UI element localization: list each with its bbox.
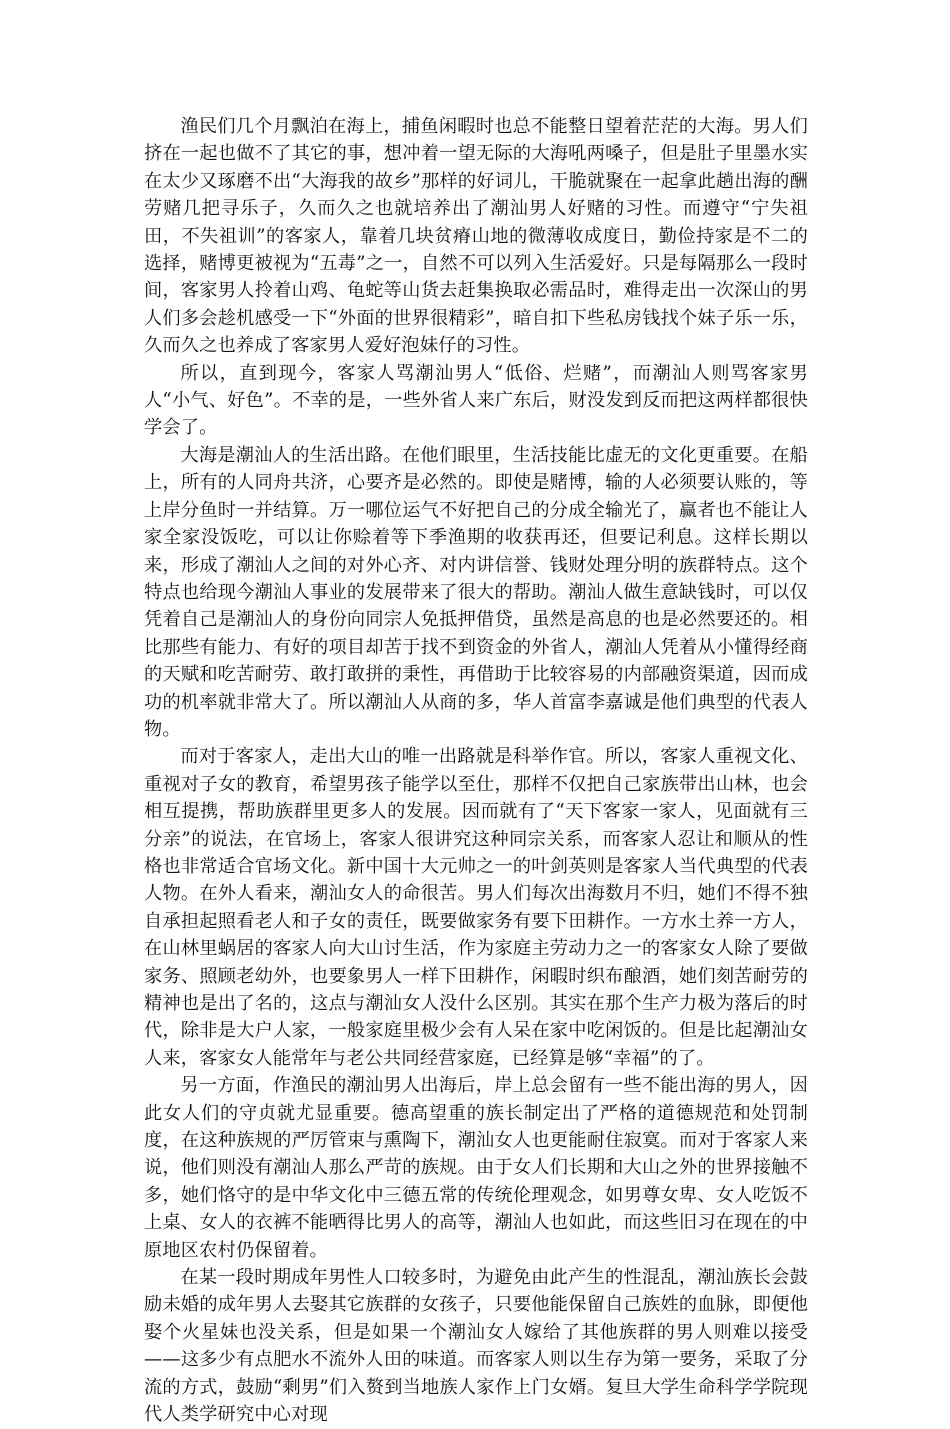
paragraph-fishermen-gambling: 渔民们几个月飘泊在海上，捕鱼闲暇时也总不能整日望着茫茫的大海。男人们挤在一起也做不了其它的事，想冲着一望无际的大海吼两嗓子，但是肚子里墨水实在太少又琢磨不出“大海我的故乡”那样的好词儿，干脆就聚在一起拿此趟出海的酬劳赌几把寻乐子，久而久之也就培养出了潮汕男人好赌的习性。而遵守“宁失祖田，不失祖训”的客家人，靠着几块贫瘠山地的微薄收成度日，勤俭持家是不二的选择，赌博更被视为“五毒”之一，自然不可以列入生活爱好。只是每隔那么一段时间，客家男人拎着山鸡、龟蛇等山货去赶集换取必需品时，难得走出一次深山的男人们多会趁机感受一下“外面的世界很精彩”，暗自扣下些私房钱找个妹子乐一乐，久而久之也养成了客家男人爱好泡妹仔的习性。	[144, 116, 808, 357]
article-body	[144, 113, 808, 1429]
paragraph-hakka-culture: 而对于客家人，走出大山的唯一出路就是科举作官。所以，客家人重视文化、重视对子女的教育，希望男孩子能学以至仕，那样不仅把自己家族带出山林，也会相互提携，帮助族群里更多人的发展。因而就有了“天下客家一家人，见面就有三分亲”的说法，在官场上，客家人很讲究这种同宗关系，而客家人忍让和顺从的性格也非常适合官场文化。新中国十大元帅之一的叶剑英则是客家人当代典型的代表人物。在外人看来，潮汕女人的命很苦。男人们每次出海数月不归，她们不得不独自承担起照看老人和子女的责任，既要做家务有要下田耕作。一方水土养一方人，在山林里蜗居的客家人向大山讨生活，作为家庭主劳动力之一的客家女人除了要做家务、照顾老幼外，也要象男人一样下田耕作，闲暇时织布酿酒，她们刻苦耐劳的精神也是出了名的，这点与潮汕女人没什么区别。其实在那个生产力极为落后的时代，除非是大户人家，一般家庭里极少会有人呆在家中吃闲饭的。但是比起潮汕女人来，客家女人能常年与老公共同经营家庭，已经算是够“幸福”的了。	[144, 746, 808, 1069]
paragraph-women-chastity: 另一方面，作渔民的潮汕男人出海后，岸上总会留有一些不能出海的男人，因此女人们的守贞就尤显重要。德高望重的族长制定出了严格的道德规范和处罚制度，在这种族规的严厉管束与熏陶下，潮汕女人也更能耐住寂寞。而对于客家人来说，他们则没有潮汕人那么严苛的族规。由于女人们长期和大山之外的世界接触不多，她们恪守的是中华文化中三德五常的传统伦理观念，如男尊女卑、女人吃饭不上桌、女人的衣裤不能晒得比男人的高等，潮汕人也如此，而这些旧习在现在的中原地区农村仍保留着。	[144, 1075, 808, 1261]
paragraph-marriage-customs: 在某一段时期成年男性人口较多时，为避免由此产生的性混乱，潮汕族长会鼓励未婚的成年男人去娶其它族群的女孩子，只要他能保留自己族姓的血脉，即便他娶个火星妹也没关系，但是如果一个潮汕女人嫁给了其他族群的男人则难以接受——这多少有点肥水不流外人田的味道。而客家人则以生存为第一要务，采取了分流的方式，鼓励“剩男”们入赘到当地族人家作上门女婿。复旦大学生命科学学院现代人类学研究中心对现	[144, 1267, 808, 1426]
paragraph-chaoshan-livelihood: 大海是潮汕人的生活出路。在他们眼里，生活技能比虚无的文化更重要。在船上，所有的人同舟共济，心要齐是必然的。即使是赌博，输的人必须要认账的，等上岸分鱼时一并结算。万一哪位运气不好把自己的分成全输光了，赢者也不能让人家全家没饭吃，可以让你赊着等下季渔期的收获再还，但要记利息。这样长期以来，形成了潮汕人之间的对外心齐、对内讲信誉、钱财处理分明的族群特点。这个特点也给现今潮汕人事业的发展带来了很大的帮助。潮汕人做生意缺钱时，可以仅凭着自己是潮汕人的身份向同宗人免抵押借贷，虽然是高息的也是必然要还的。相比那些有能力、有好的项目却苦于找不到资金的外省人，潮汕人凭着从小懂得经商的天赋和吃苦耐劳、敢打敢拼的秉性，再借助于比较容易的内部融资渠道，因而成功的机率就非常大了。所以潮汕人从商的多，华人首富李嘉诚是他们典型的代表人物。	[144, 444, 808, 740]
paragraph-mutual-insults: 所以，直到现今，客家人骂潮汕男人“低俗、烂赌”，而潮汕人则骂客家男人“小气、好色”。不幸的是，一些外省人来广东后，财没发到反而把这两样都很快学会了。	[144, 362, 808, 439]
